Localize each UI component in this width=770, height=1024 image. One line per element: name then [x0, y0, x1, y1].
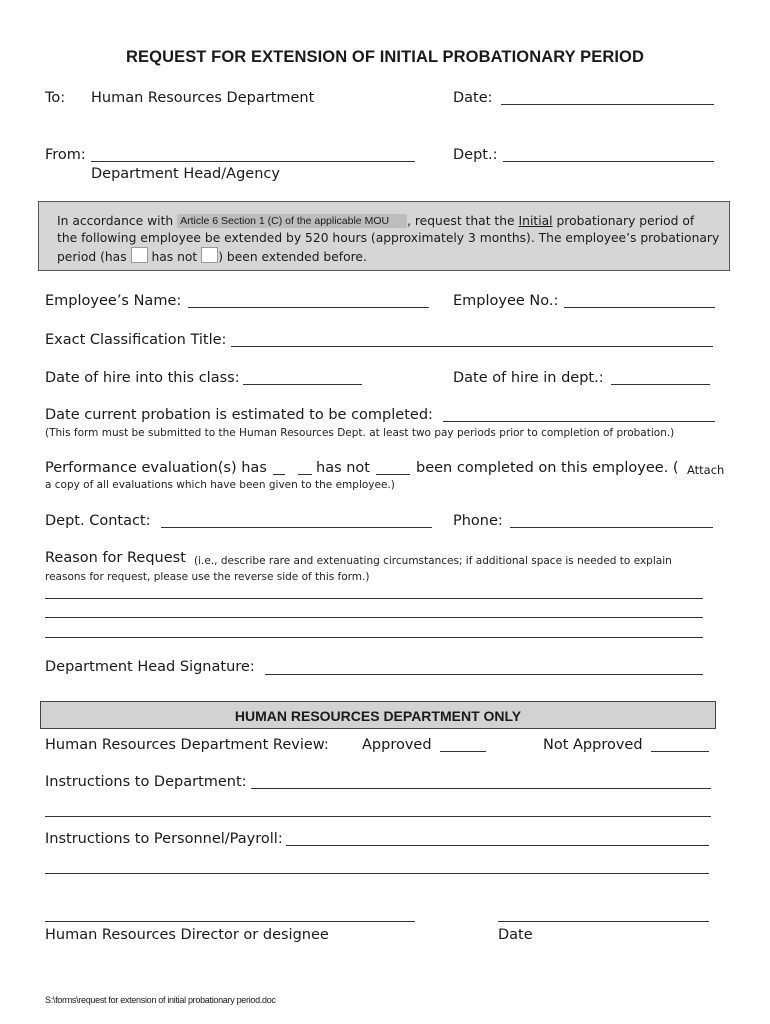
period-suffix: ) been extended before.	[218, 250, 367, 264]
instructions-payroll-field[interactable]	[286, 845, 709, 846]
employee-no-label: Employee No.:	[453, 293, 559, 309]
reason-note-1: (i.e., describe rare and extenuating circumstances; if additional space is needed to explain	[194, 555, 672, 567]
hire-dept-field[interactable]	[611, 384, 710, 385]
accordance-prefix: In accordance with	[57, 214, 174, 228]
approved-label: Approved	[362, 737, 432, 753]
hire-class-label: Date of hire into this class:	[45, 370, 240, 386]
dept-contact-label: Dept. Contact:	[45, 513, 151, 529]
reason-line-3[interactable]	[45, 637, 703, 638]
classification-label: Exact Classification Title:	[45, 332, 227, 348]
from-field[interactable]	[91, 161, 415, 162]
phone-label: Phone:	[453, 513, 503, 529]
date-field[interactable]	[501, 104, 714, 105]
reason-line-2[interactable]	[45, 617, 703, 618]
accordance-initial: Initial	[518, 214, 553, 228]
evaluation-label-a: Performance evaluation(s) has	[45, 460, 267, 476]
date-label: Date:	[453, 90, 493, 106]
hire-dept-label: Date of hire in dept.:	[453, 370, 604, 386]
evaluation-note: a copy of all evaluations which have been given to the employee.)	[45, 479, 395, 491]
not-approved-field[interactable]	[651, 751, 709, 752]
evaluation-has-field-2[interactable]	[298, 474, 312, 475]
reason-line-1[interactable]	[45, 598, 703, 599]
has-not-label: has not	[151, 250, 198, 264]
employee-no-field[interactable]	[564, 307, 715, 308]
hr-date-label: Date	[498, 927, 533, 943]
hr-section-heading: HUMAN RESOURCES DEPARTMENT ONLY	[40, 701, 716, 729]
from-sublabel: Department Head/Agency	[91, 166, 280, 182]
probation-note: (This form must be submitted to the Human Resources Dept. at least two pay periods prior to completion of probation.)	[45, 427, 675, 439]
has-checkbox[interactable]	[131, 247, 148, 263]
dept-contact-field[interactable]	[161, 527, 432, 528]
dept-field[interactable]	[503, 161, 714, 162]
accordance-line-1	[57, 214, 694, 228]
hr-director-signature-field[interactable]	[45, 921, 415, 922]
phone-field[interactable]	[510, 527, 713, 528]
page-title: REQUEST FOR EXTENSION OF INITIAL PROBATIONARY PERIOD	[126, 48, 644, 66]
footer-path: S:\forms\request for extension of initial probationary period.doc	[45, 995, 276, 1005]
hr-date-field[interactable]	[498, 921, 709, 922]
instructions-payroll-label: Instructions to Personnel/Payroll:	[45, 831, 283, 847]
accordance-line-3	[57, 247, 367, 264]
employee-name-field[interactable]	[188, 307, 429, 308]
evaluation-has-field[interactable]	[273, 474, 285, 475]
classification-field[interactable]	[231, 346, 713, 347]
period-prefix: period (has	[57, 250, 127, 264]
probation-complete-field[interactable]	[443, 421, 715, 422]
employee-name-label: Employee’s Name:	[45, 293, 182, 309]
hr-director-label: Human Resources Director or designee	[45, 927, 329, 943]
mou-article-field[interactable]: Article 6 Section 1 (C) of the applicable MOU	[177, 214, 407, 228]
instructions-dept-field[interactable]	[251, 788, 711, 789]
reason-note-2: reasons for request, please use the reverse side of this form.)	[45, 571, 370, 583]
evaluation-attach: Attach	[687, 463, 725, 477]
hire-class-field[interactable]	[243, 384, 362, 385]
instructions-dept-line-2[interactable]	[45, 816, 711, 817]
accordance-line-2: the following employee be extended by 520 hours (approximately 3 months). The employee’s probationary	[57, 231, 720, 245]
instructions-dept-label: Instructions to Department:	[45, 774, 247, 790]
accordance-rest: probationary period of	[556, 214, 695, 228]
has-not-checkbox[interactable]	[201, 247, 218, 263]
hr-review-label: Human Resources Department Review:	[45, 737, 329, 753]
evaluation-label-c: been completed on this employee. (	[416, 460, 679, 476]
accordance-box	[38, 201, 730, 271]
not-approved-label: Not Approved	[543, 737, 643, 753]
accordance-mid: , request that the	[407, 214, 515, 228]
evaluation-has-not-field[interactable]	[376, 474, 410, 475]
approved-field[interactable]	[440, 751, 486, 752]
instructions-payroll-line-2[interactable]	[45, 873, 709, 874]
from-label: From:	[45, 147, 86, 163]
to-value: Human Resources Department	[91, 90, 315, 106]
evaluation-label-b: has not	[316, 460, 370, 476]
dept-head-signature-label: Department Head Signature:	[45, 659, 255, 675]
reason-label: Reason for Request	[45, 550, 186, 566]
to-label: To:	[45, 90, 66, 106]
probation-complete-label: Date current probation is estimated to be completed:	[45, 407, 433, 423]
dept-label: Dept.:	[453, 147, 498, 163]
dept-head-signature-field[interactable]	[265, 674, 703, 675]
